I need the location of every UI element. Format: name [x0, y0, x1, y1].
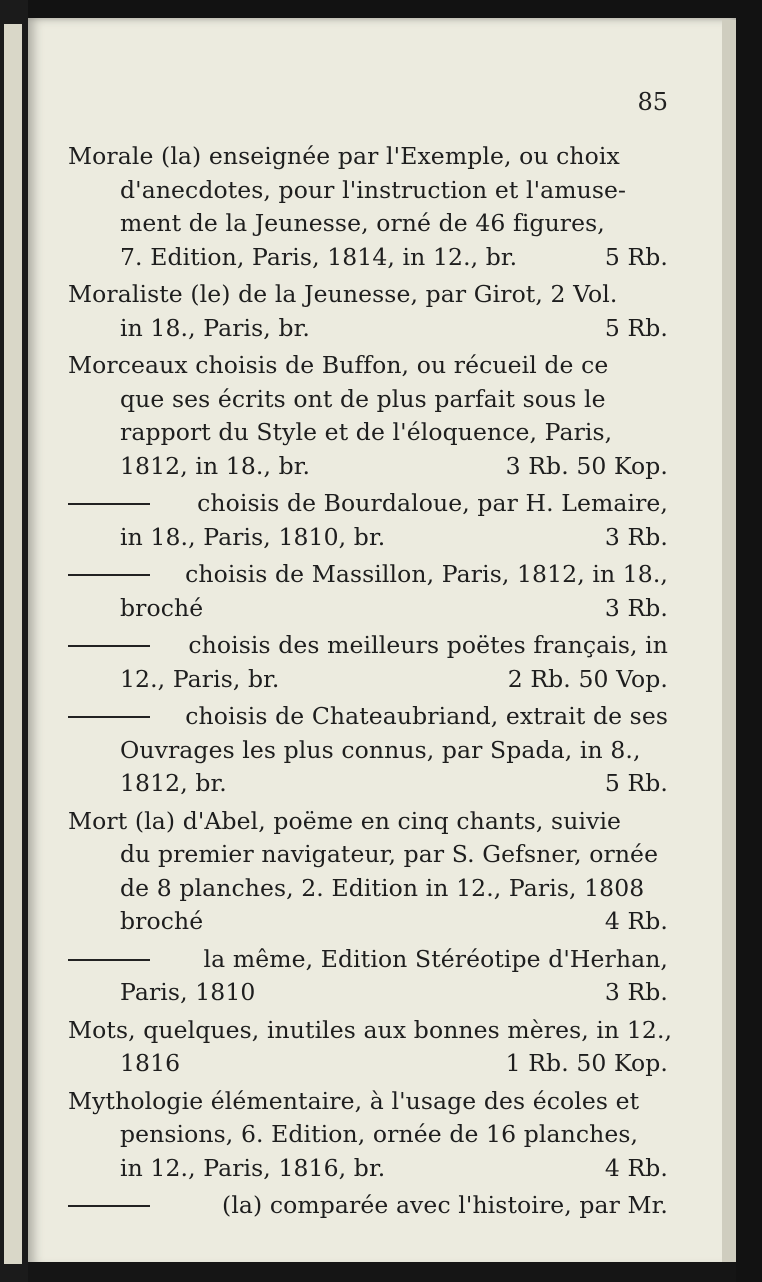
entry-line — [68, 976, 668, 1010]
page-edge — [722, 20, 736, 1268]
entry-text: choisis de Bourdaloue, par H. Lemaire, — [197, 489, 668, 517]
entry-text: 1812, br. — [120, 769, 227, 797]
entry-line — [68, 905, 668, 939]
catalog-entry — [68, 558, 668, 625]
entry-text: Paris, 1810 — [120, 978, 256, 1006]
entry-text: de 8 planches, 2. Edition in 12., Paris, 1808 — [120, 873, 645, 902]
entry-line — [68, 805, 668, 839]
entry-price: 3 Rb. — [604, 978, 668, 1006]
catalog-entry — [68, 487, 668, 554]
catalog-entries — [68, 140, 673, 1227]
entry-line — [68, 140, 668, 174]
entry-line — [68, 1014, 673, 1048]
entry-text: rapport du Style et de l'éloquence, Paris, — [120, 418, 613, 446]
entry-line — [68, 349, 668, 383]
book-page — [28, 18, 736, 1268]
ditto-dash — [68, 1205, 150, 1223]
entry-line — [68, 207, 668, 241]
entry-line — [68, 663, 668, 697]
catalog-entry — [68, 1085, 668, 1186]
entry-line — [68, 558, 668, 592]
entry-text: 1812, in 18., br. — [120, 451, 311, 480]
entry-text: la même, Edition Stéréotipe d'Herhan, — [203, 944, 668, 973]
entry-price: 1 Rb. 50 Kop. — [505, 1049, 668, 1077]
entry-line — [68, 241, 668, 275]
entry-line — [68, 278, 668, 312]
entry-text: Mythologie élémentaire, à l'usage des écoles et — [68, 1086, 640, 1115]
entry-line — [68, 734, 668, 768]
entry-line — [68, 521, 668, 555]
entry-text: Moraliste (le) de la Jeunesse, par Girot, 2 Vol. — [68, 280, 618, 308]
catalog-entry — [68, 278, 668, 345]
ditto-dash — [68, 574, 150, 592]
entry-text: d'anecdotes, pour l'instruction et l'amuse- — [120, 175, 627, 204]
entry-price: 4 Rb. — [604, 1153, 668, 1182]
entry-line — [68, 487, 668, 521]
entry-price: 5 Rb. — [604, 242, 668, 271]
entry-text: choisis de Chateaubriand, extrait de ses — [185, 702, 668, 730]
entry-line — [68, 629, 668, 663]
entry-line — [68, 943, 668, 977]
entry-line — [68, 1118, 668, 1152]
book-gutter — [0, 0, 28, 1282]
catalog-entry — [68, 140, 668, 274]
entry-line — [68, 1152, 668, 1186]
entry-price: 3 Rb. — [604, 522, 668, 551]
entry-text: in 12., Paris, 1816, br. — [120, 1153, 386, 1182]
entry-text: in 18., Paris, 1810, br. — [120, 522, 386, 551]
entry-price: 3 Rb. 50 Kop. — [505, 451, 668, 480]
entry-text: ment de la Jeunesse, orné de 46 figures, — [120, 209, 605, 237]
entry-line — [68, 592, 668, 626]
entry-text: broché — [120, 907, 204, 935]
ditto-dash — [68, 645, 150, 663]
entry-line — [68, 383, 668, 417]
entry-text: (la) comparée avec l'histoire, par Mr. — [222, 1191, 668, 1219]
entry-price: 4 Rb. — [604, 907, 668, 935]
entry-line — [68, 1085, 668, 1119]
entry-price: 2 Rb. 50 Vop. — [507, 664, 668, 693]
entry-text: que ses écrits ont de plus parfait sous le — [120, 384, 606, 413]
entry-text: Mots, quelques, inutiles aux bonnes mères, in 12., — [68, 1015, 673, 1044]
entry-text: choisis de Massillon, Paris, 1812, in 18., — [185, 560, 668, 588]
entry-text: Ouvrages les plus connus, par Spada, in 8., — [120, 735, 641, 764]
entry-line — [68, 700, 668, 734]
entry-line — [68, 838, 668, 872]
entry-text: broché — [120, 593, 204, 622]
catalog-entry — [68, 1189, 668, 1223]
entry-text: 1816 — [120, 1049, 181, 1077]
catalog-entry — [68, 349, 668, 483]
entry-line — [68, 312, 668, 346]
catalog-entry — [68, 805, 668, 939]
entry-line — [68, 767, 668, 801]
entry-line — [68, 1189, 668, 1223]
entry-line — [68, 174, 668, 208]
entry-text: Mort (la) d'Abel, poëme en cinq chants, suivie — [68, 806, 622, 835]
catalog-entry — [68, 943, 668, 1010]
catalog-entry — [68, 1014, 673, 1081]
entry-text: 7. Edition, Paris, 1814, in 12., br. — [120, 242, 518, 271]
page-bottom-edge — [28, 1262, 736, 1282]
entry-text: du premier navigateur, par S. Gefsner, ornée — [120, 840, 659, 868]
entry-line — [68, 1047, 668, 1081]
entry-line — [68, 450, 668, 484]
page-number: 85 — [637, 88, 668, 116]
catalog-entry — [68, 700, 668, 801]
entry-text: 12., Paris, br. — [120, 664, 280, 693]
ditto-dash — [68, 503, 150, 521]
entry-text: in 18., Paris, br. — [120, 313, 310, 342]
ditto-dash — [68, 959, 150, 977]
entry-line — [68, 416, 668, 450]
entry-text: choisis des meilleurs poëtes français, in — [188, 631, 668, 659]
entry-text: Morceaux choisis de Buffon, ou récueil de ce — [68, 351, 609, 379]
entry-price: 5 Rb. — [604, 769, 668, 797]
catalog-entry — [68, 629, 668, 696]
entry-line — [68, 872, 668, 906]
ditto-dash — [68, 716, 150, 734]
entry-price: 3 Rb. — [604, 593, 668, 622]
entry-price: 5 Rb. — [604, 313, 668, 342]
entry-text: Morale (la) enseignée par l'Exemple, ou choix — [68, 142, 620, 170]
entry-text: pensions, 6. Edition, ornée de 16 planches, — [120, 1120, 639, 1148]
